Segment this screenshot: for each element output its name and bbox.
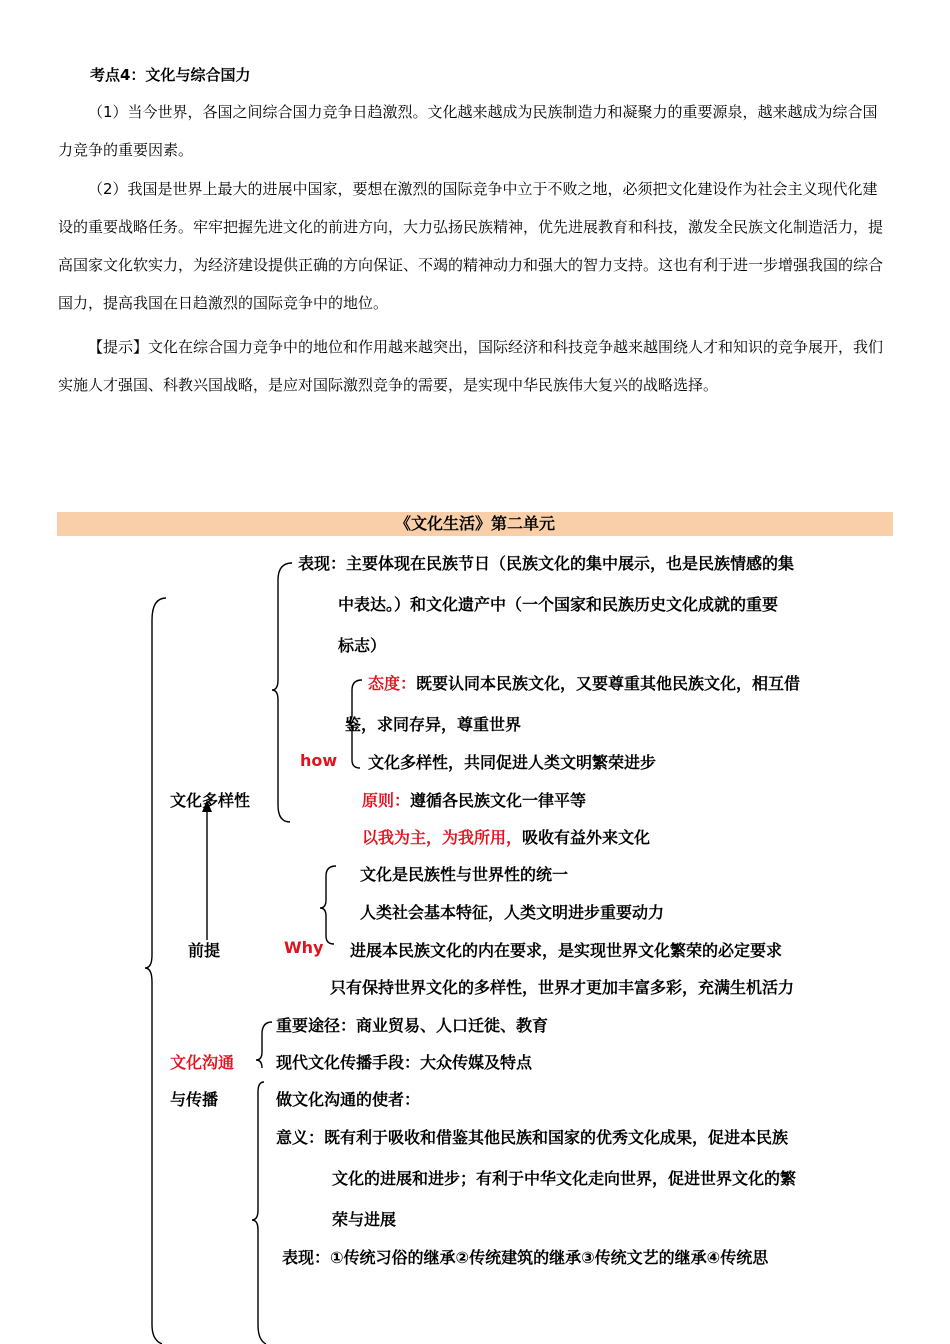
tujing-line: 重要途径：商业贸易、人口迁徙、教育	[276, 1016, 549, 1035]
yiwo-text: 吸收有益外来文化	[522, 828, 651, 847]
taidu-line-1	[368, 671, 800, 694]
paragraph-2: （2）我国是世界上最大的进展中国家，要想在激烈的国际竞争中立于不败之地，必须把文化建设作为社会主义现代化建设的重要战略任务。牢牢把握先进文化的前进方向，大力弘扬民族精神，优先进展教育和科技，激发全民族文化制造活力，提高国家文化软实力，为经济建设提供正确的方向保证、不竭的精神动力和强大的智力支持。这也有利于进一步增强我国的综合国力，提高我国在日趋激烈的国际竞争中的地位。	[58, 180, 884, 312]
tip-paragraph: 【提示】文化在综合国力竞争中的地位和作用越来越突出，国际经济和科技竞争越来越围绕人才和知识的竞争展开，我们实施人才强国、科教兴国战略，是应对国际激烈竞争的需要，是实现中华民族伟大复兴的战略选择。	[58, 338, 884, 394]
biaoxian-line-1: 表现：主要体现在民族节日（民族文化的集中展示，也是民族情感的集	[298, 554, 795, 573]
why-line-2: 人类社会基本特征，人类文明进步重要动力	[360, 903, 665, 922]
why-line-3: 进展本民族文化的内在要求，是实现世界文化繁荣的必定要求	[350, 941, 783, 960]
chuanbo-line: 现代文化传播手段：大众传媒及特点	[276, 1053, 533, 1072]
exchange-brace	[256, 1022, 272, 1068]
yiwo-label: 以我为主，为我所用，	[362, 828, 523, 847]
taidu-line-2: 鉴，求同存异，尊重世界	[345, 715, 522, 734]
why-line-1: 文化是民族性与世界性的统一	[360, 865, 569, 884]
outer-brace	[145, 598, 166, 1344]
exchange-label-1: 文化沟通	[170, 1053, 235, 1072]
yiyi-line-2: 文化的进展和进步；有利于中华文化走向世界，促进世界文化的繁	[332, 1169, 797, 1188]
biaoxian-line-2: 中表达。）和文化遗产中（一个国家和民族历史文化成就的重要	[338, 595, 779, 614]
biaoxian2-line: 表现：①传统习俗的继承②传统建筑的继承③传统文艺的继承④传统思	[282, 1248, 769, 1267]
premise-label: 前提	[188, 941, 221, 960]
biaoxian-line-3: 标志）	[338, 636, 387, 655]
unit-title-banner: 《文化生活》第二单元	[57, 512, 893, 536]
why-label: Why	[284, 938, 324, 957]
shizhe-line: 做文化沟通的使者：	[276, 1090, 421, 1109]
yiyi-line-3: 荣与进展	[332, 1210, 397, 1229]
yiwo-line	[362, 825, 650, 848]
exchange-label-2: 与传播	[170, 1090, 219, 1109]
yuanze-text: 遵循各民族文化一律平等	[410, 791, 587, 810]
inherit-brace	[252, 1082, 266, 1344]
diversity-promote: 文化多样性，共同促进人类文明繁荣进步	[368, 753, 657, 772]
taidu-text: 既要认同本民族文化，又要尊重其他民族文化，相互借	[416, 674, 801, 693]
paragraph-1: （1）当今世界，各国之间综合国力竞争日趋激烈。文化越来越成为民族制造力和凝聚力的重要源泉，越来越成为综合国力竞争的重要因素。	[58, 103, 878, 159]
yuanze-label: 原则：	[362, 791, 411, 810]
section-heading: 考点4：文化与综合国力	[90, 66, 251, 84]
why-brace	[320, 866, 336, 944]
yiyi-line-1: 意义：既有利于吸收和借鉴其他民族和国家的优秀文化成果，促进本民族	[276, 1128, 789, 1147]
yuanze-line	[362, 788, 586, 811]
why-line-4: 只有保持世界文化的多样性，世界才更加丰富多彩，充满生机活力	[330, 978, 795, 997]
taidu-label: 态度：	[368, 674, 417, 693]
how-label: how	[300, 751, 338, 770]
diversity-brace	[272, 563, 292, 822]
cultural-diversity-label: 文化多样性	[170, 791, 251, 810]
